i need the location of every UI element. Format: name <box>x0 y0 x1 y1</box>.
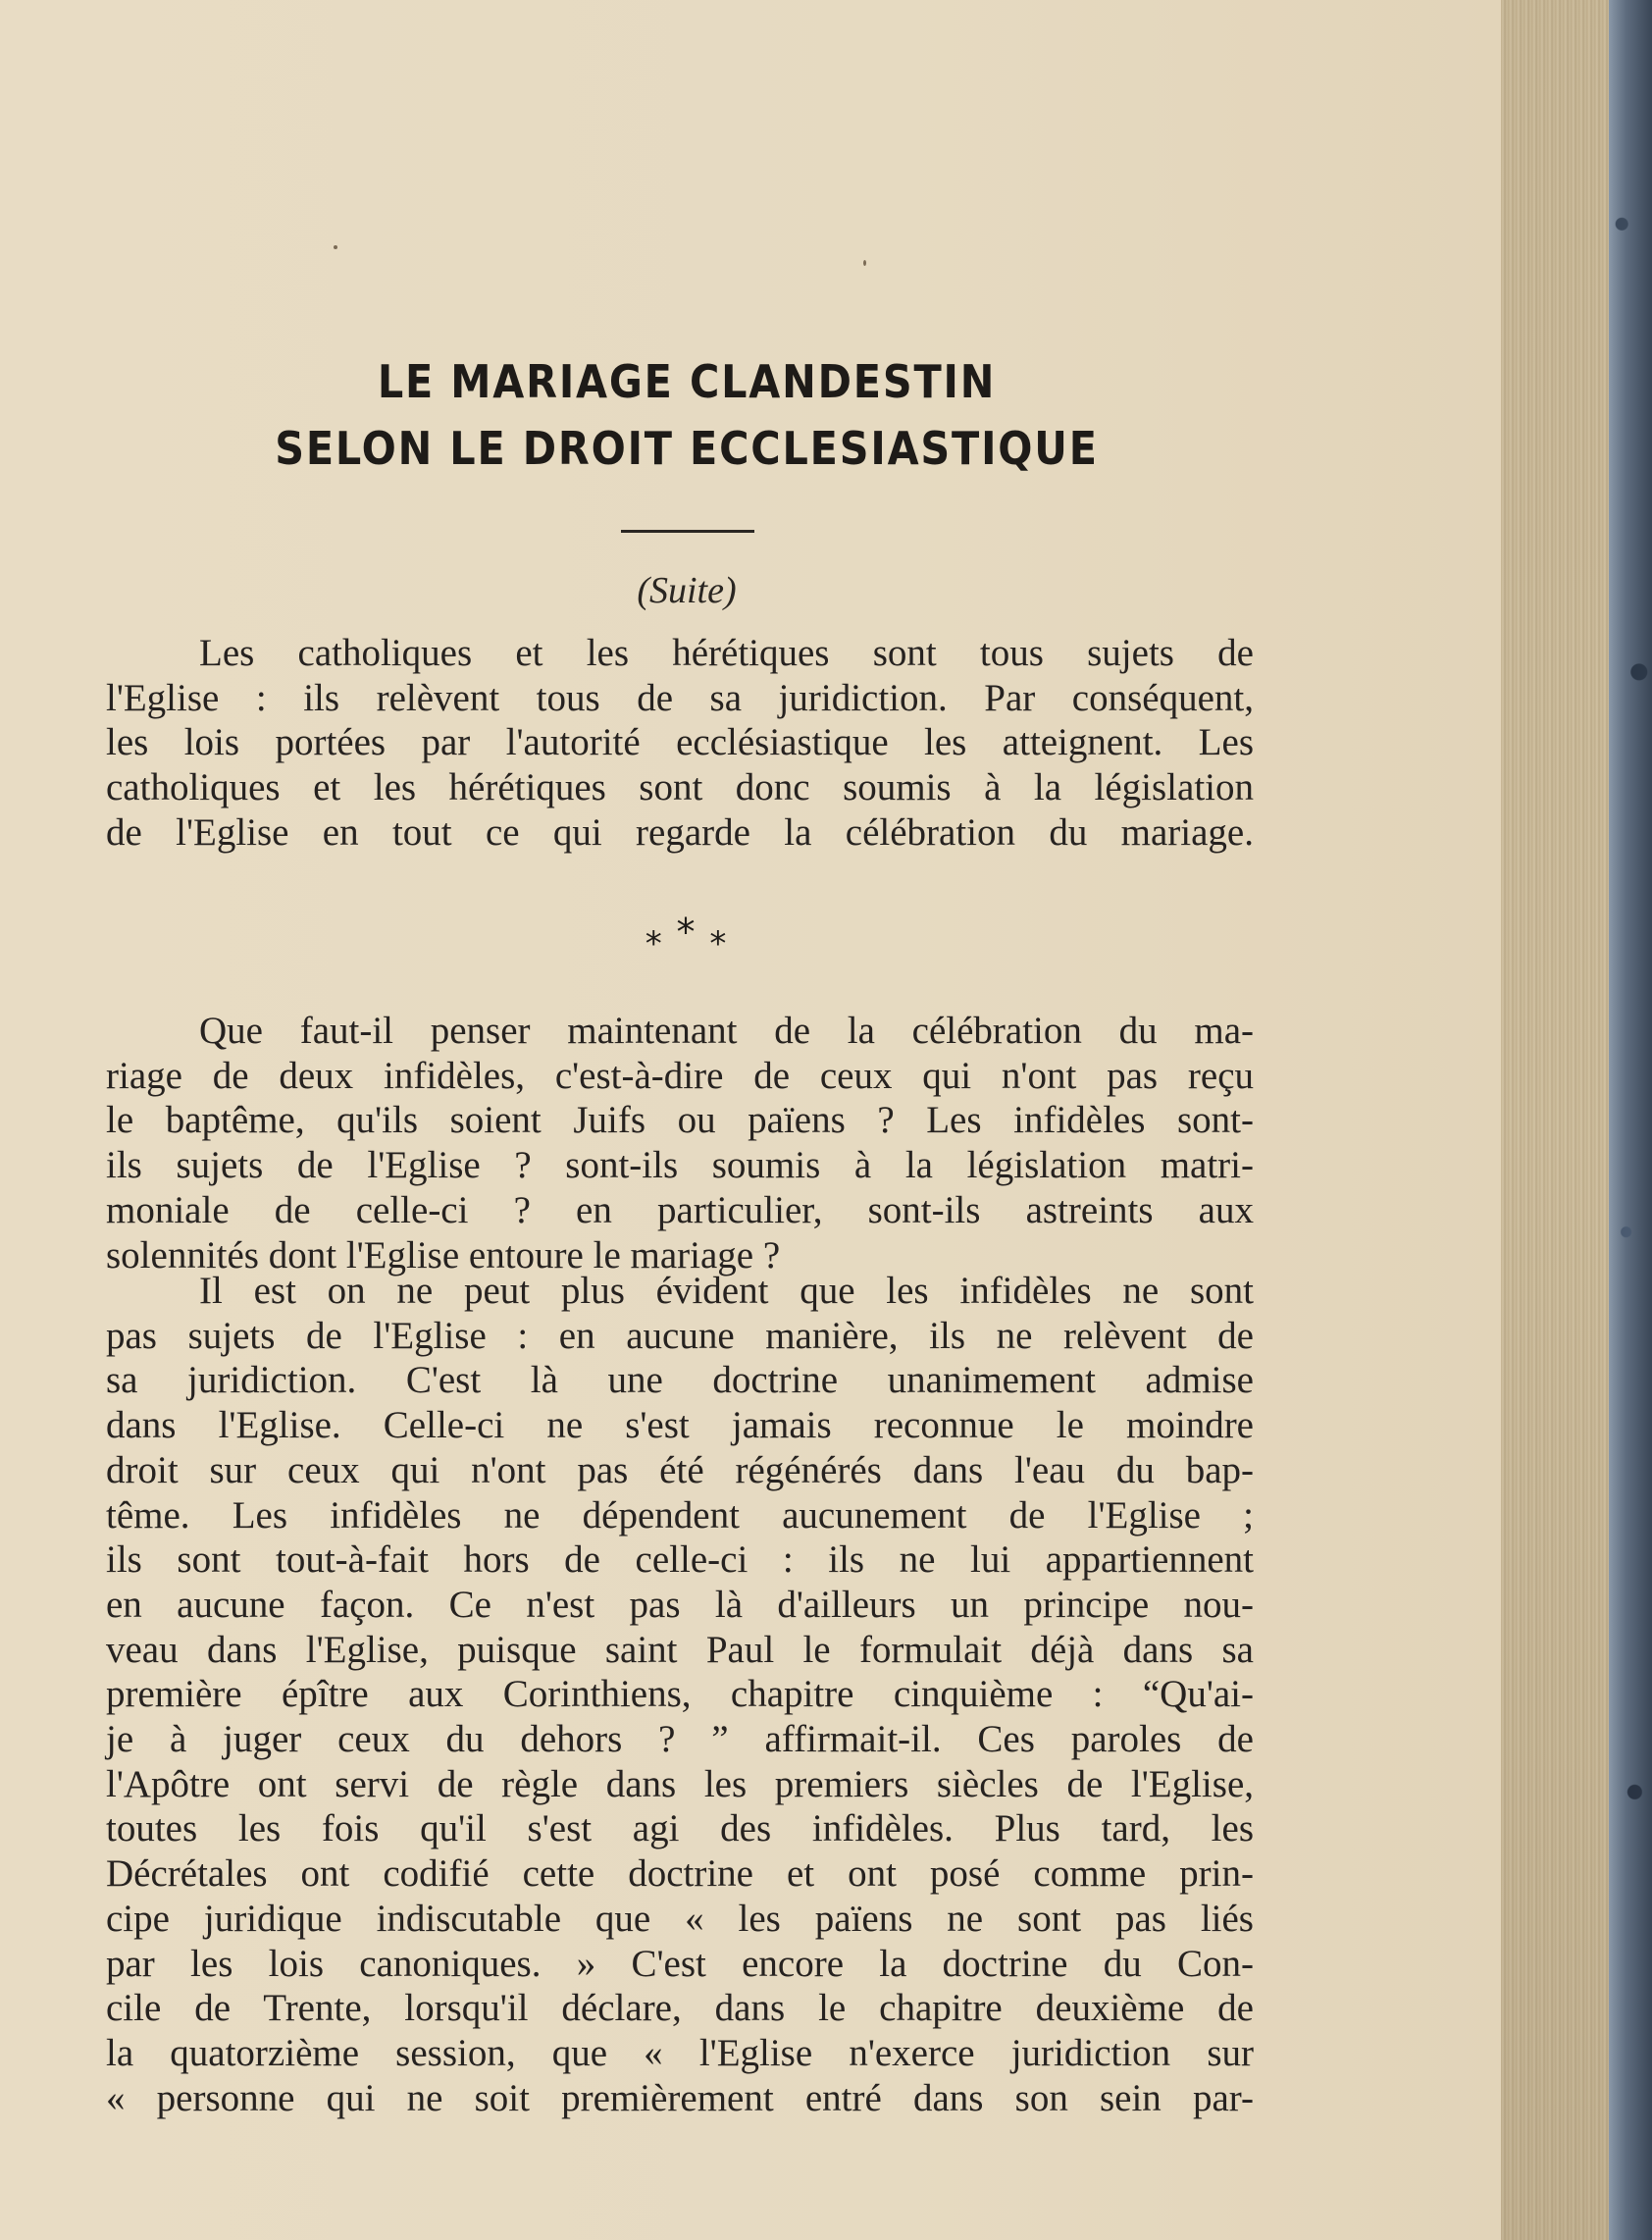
paper-speck <box>334 245 337 249</box>
text-line: première épître aux Corinthiens, chapitre cinquième : “Qu'ai- <box>106 1673 1254 1716</box>
text-line: l'Eglise : ils relèvent tous de sa juridiction. Par conséquent, <box>106 676 1254 719</box>
page-edges <box>1501 0 1609 2240</box>
text-line: solennités dont l'Eglise entoure le mariage ? <box>106 1233 781 1276</box>
text-line: moniale de celle-ci ? en particulier, sont-ils astreints aux <box>106 1188 1254 1231</box>
title-line-2: SELON LE DROIT ECCLESIASTIQUE <box>275 422 1099 475</box>
article-title <box>196 348 1177 482</box>
text-line: Les catholiques et les hérétiques sont tous sujets de <box>199 632 1254 674</box>
title-line-1: LE MARIAGE CLANDESTIN <box>377 355 997 408</box>
paragraph-2 <box>106 1009 1254 1277</box>
text-line: de l'Eglise en tout ce qui regarde la célébration du mariage. <box>106 810 1254 854</box>
text-line: toutes les fois qu'il s'est agi des infidèles. Plus tard, les <box>106 1807 1254 1850</box>
paragraph-1 <box>106 631 1254 856</box>
text-line: par les lois canoniques. » C'est encore la doctrine du Con- <box>106 1942 1254 1985</box>
text-line: en aucune façon. Ce n'est pas là d'ailleurs un principe nou- <box>106 1583 1254 1626</box>
text-line: dans l'Eglise. Celle-ci ne s'est jamais reconnue le moindre <box>106 1404 1254 1447</box>
text-line: je à juger ceux du dehors ? ” affirmait-il. Ces paroles de <box>106 1718 1254 1761</box>
text-line: le baptême, qu'ils soient Juifs ou païens ? Les infidèles sont- <box>106 1099 1254 1142</box>
text-line: la quatorzième session, que « l'Eglise n'exerce juridiction sur <box>106 2031 1254 2074</box>
text-line: « personne qui ne soit premièrement entré dans son sein par- <box>106 2076 1254 2119</box>
text-line: cipe juridique indiscutable que « les païens ne sont pas liés <box>106 1897 1254 1940</box>
asterisk: * <box>645 924 664 964</box>
text-line: l'Apôtre ont servi de règle dans les premiers siècles de l'Eglise, <box>106 1762 1254 1805</box>
title-divider <box>621 530 754 533</box>
paper-speck <box>863 260 866 266</box>
text-line: cile de Trente, lorsqu'il déclare, dans le chapitre deuxième de <box>106 1987 1254 2030</box>
paragraph-3 <box>106 1269 1254 2120</box>
text-line: Décrétales ont codifié cette doctrine et ont posé comme prin- <box>106 1852 1254 1896</box>
text-line: les lois portées par l'autorité ecclésiastique les atteignent. Les <box>106 721 1254 764</box>
text-line: sa juridiction. C'est là une doctrine unanimement admise <box>106 1359 1254 1402</box>
text-line: pas sujets de l'Eglise : en aucune manière, ils ne relèvent de <box>106 1314 1254 1357</box>
text-line: droit sur ceux qui n'ont pas été régénérés dans l'eau du bap- <box>106 1448 1254 1491</box>
text-line: veau dans l'Eglise, puisque saint Paul le formulait déjà dans sa <box>106 1628 1254 1671</box>
text-line: ils sujets de l'Eglise ? sont-ils soumis à la législation matri- <box>106 1144 1254 1187</box>
section-asterism <box>608 911 765 964</box>
text-line: ils sont tout-à-fait hors de celle-ci : ils ne lui appartiennent <box>106 1538 1254 1582</box>
subtitle: (Suite) <box>637 570 737 611</box>
marbled-cover-edge <box>1609 0 1652 2240</box>
text-line: Que faut-il penser maintenant de la célébration du ma- <box>199 1010 1254 1052</box>
text-line: Il est on ne peut plus évident que les infidèles ne sont <box>199 1270 1254 1312</box>
asterisk: * <box>676 911 697 954</box>
text-line: tême. Les infidèles ne dépendent aucunement de l'Eglise ; <box>106 1493 1254 1537</box>
text-line: riage de deux infidèles, c'est-à-dire de ceux qui n'ont pas reçu <box>106 1054 1254 1097</box>
asterisk: * <box>709 924 729 964</box>
text-line: catholiques et les hérétiques sont donc soumis à la législation <box>106 766 1254 809</box>
